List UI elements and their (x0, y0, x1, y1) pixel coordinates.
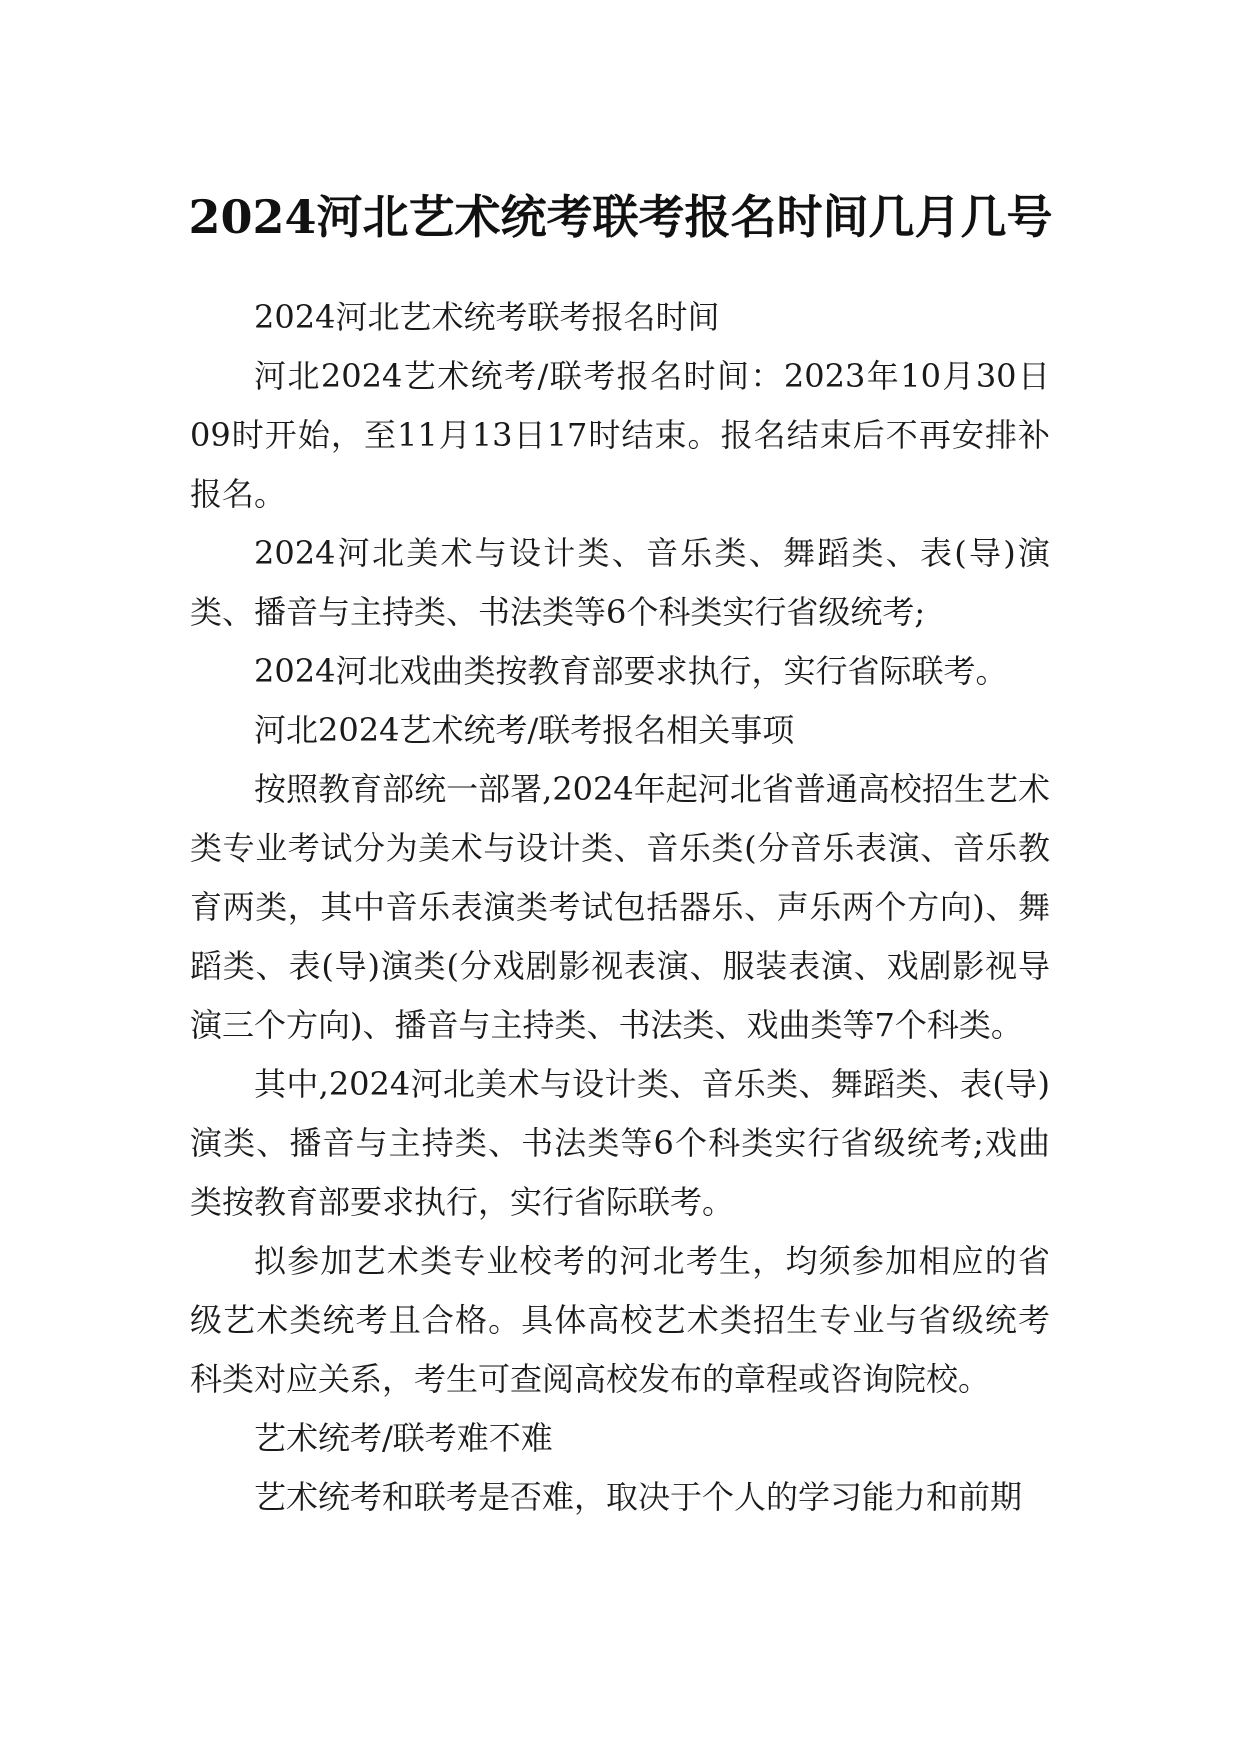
paragraph-provincial-exam-categories: 2024河北美术与设计类、音乐类、舞蹈类、表(导)演类、播音与主持类、书法类等6个科类实行省级统考; (190, 534, 1050, 631)
paragraph-heading-difficulty: 艺术统考/联考难不难 (254, 1419, 553, 1457)
paragraph-difficulty: 艺术统考和联考是否难，取决于个人的学习能力和前期 (254, 1478, 1023, 1516)
paragraph-registration-time: 河北2024艺术统考/联考报名时间：2023年10月30日09时开始，至11月13日17时结束。报名结束后不再安排补报名。 (190, 357, 1050, 513)
paragraph-school-exam-requirement: 拟参加艺术类专业校考的河北考生，均须参加相应的省级艺术类统考且合格。具体高校艺术类招生专业与省级统考科类对应关系，考生可查阅高校发布的章程或咨询院校。 (190, 1242, 1050, 1398)
paragraph-heading-registration-time: 2024河北艺术统考联考报名时间 (254, 298, 720, 336)
document-body (190, 288, 1050, 1527)
paragraph-opera-joint-exam: 2024河北戏曲类按教育部要求执行，实行省际联考。 (254, 652, 1008, 690)
paragraph-unified-exam-scope: 其中,2024河北美术与设计类、音乐类、舞蹈类、表(导)演类、播音与主持类、书法类等6个科类实行省级统考;戏曲类按教育部要求执行，实行省际联考。 (190, 1065, 1050, 1221)
paragraph-exam-categories-detail: 按照教育部统一部署,2024年起河北省普通高校招生艺术类专业考试分为美术与设计类、音乐类(分音乐表演、音乐教育两类，其中音乐表演类考试包括器乐、声乐两个方向)、舞蹈类、表(导)演类(分戏剧影视表演、服装表演、戏剧影视导演三个方向)、播音与主持类、书法类、戏曲类等7个科类。 (190, 770, 1050, 1044)
document-title: 2024河北艺术统考联考报名时间几月几号 (188, 189, 1053, 244)
paragraph-heading-related-matters: 河北2024艺术统考/联考报名相关事项 (254, 711, 795, 749)
